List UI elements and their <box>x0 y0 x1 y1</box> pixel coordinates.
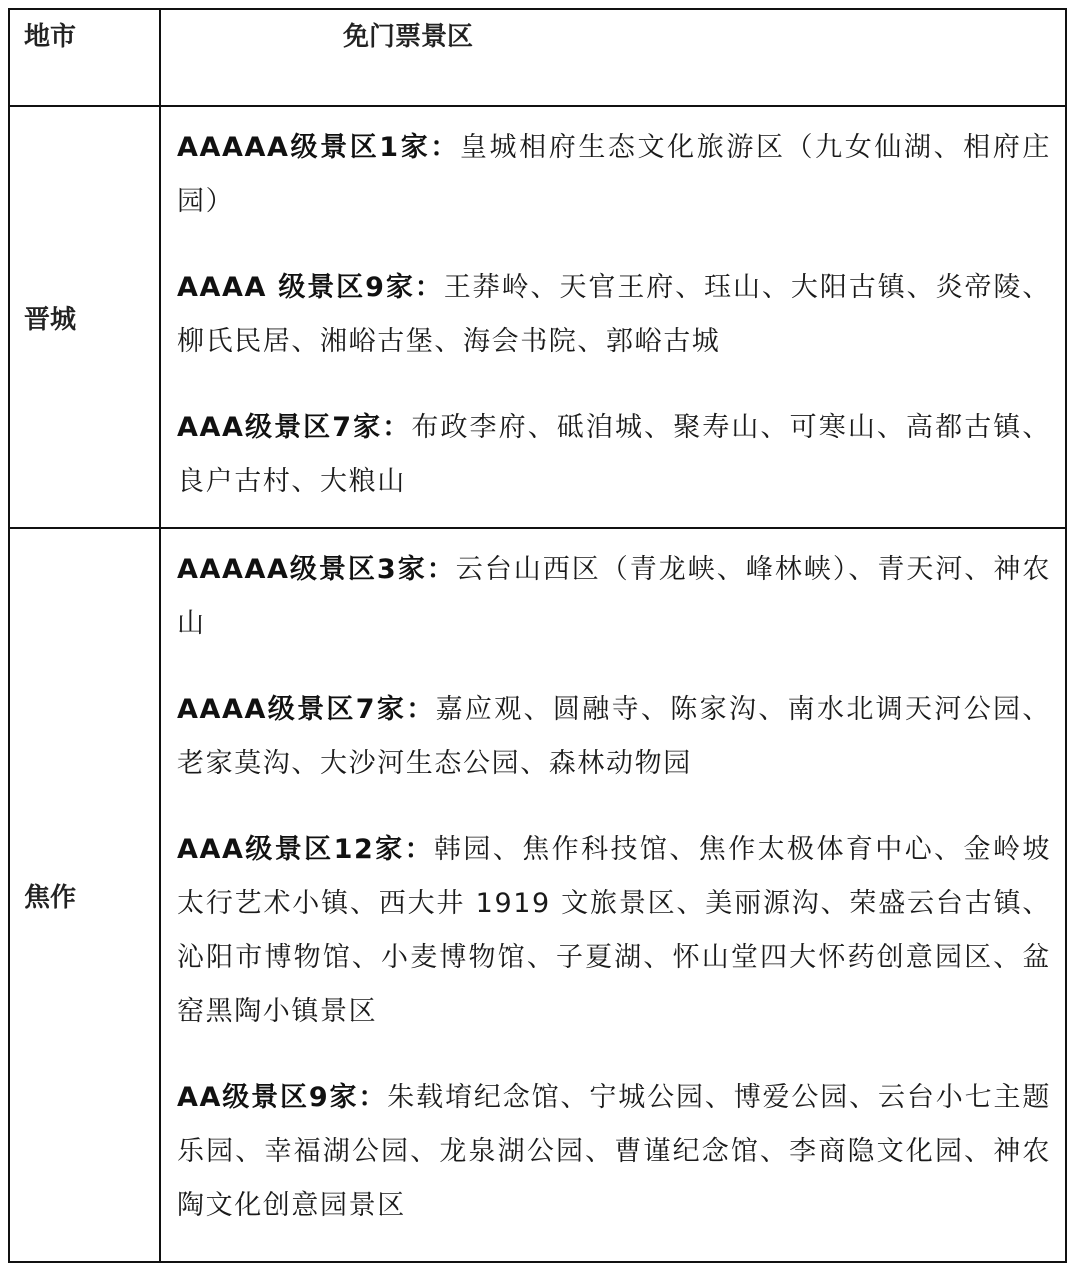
grade-label: AAA级景区12家： <box>177 834 434 865</box>
grade-spot-list: 王莽岭、天官王府、珏山、大阳古镇、炎帝陵、柳氏民居、湘峪古堡、海会书院、郭峪古城 <box>177 272 1051 357</box>
grade-entry-2a <box>177 1071 1051 1233</box>
grade-spot-list: 朱载堉纪念馆、宁城公园、博爱公园、云台小七主题乐园、幸福湖公园、龙泉湖公园、曹谨纪念馆、李商隐文化园、神农陶文化创意园景区 <box>177 1082 1051 1221</box>
grade-label: AAAAA级景区3家： <box>177 554 456 585</box>
grade-entry-3a <box>177 401 1051 509</box>
city-cell: 晋城 <box>9 106 160 528</box>
table-header-row <box>9 9 1066 106</box>
free-admission-scenic-table <box>8 8 1067 1263</box>
grade-spot-list: 布政李府、砥洎城、聚寿山、可寒山、高都古镇、良户古村、大粮山 <box>177 412 1051 497</box>
grade-spot-list: 韩园、焦作科技馆、焦作太极体育中心、金岭坡太行艺术小镇、西大井 1919 文旅景区、美丽源沟、荣盛云台古镇、沁阳市博物馆、小麦博物馆、子夏湖、怀山堂四大怀药创意园区、盆窑黑陶小镇景区 <box>177 834 1051 1027</box>
grade-label: AAAA级景区7家： <box>177 694 436 725</box>
grade-entry-5a <box>177 543 1051 651</box>
grade-label: AAAA 级景区9家： <box>177 272 444 303</box>
grade-entry-4a <box>177 261 1051 369</box>
grade-entry-5a <box>177 121 1051 229</box>
grade-spot-list: 皇城相府生态文化旅游区（九女仙湖、相府庄园） <box>177 132 1051 217</box>
grade-entry-4a <box>177 683 1051 791</box>
grade-spot-list: 云台山西区（青龙峡、峰林峡）、青天河、神农山 <box>177 554 1051 639</box>
grade-entry-3a <box>177 823 1051 1039</box>
table-row-jincheng <box>9 106 1066 528</box>
header-city: 地市 <box>9 9 160 106</box>
spots-cell <box>160 528 1066 1262</box>
city-cell: 焦作 <box>9 528 160 1262</box>
grade-label: AAA级景区7家： <box>177 412 412 443</box>
table-row-jiaozuo <box>9 528 1066 1262</box>
spots-cell <box>160 106 1066 528</box>
header-free-scenic-spots: 免门票景区 <box>160 9 1066 106</box>
grade-spot-list: 嘉应观、圆融寺、陈家沟、南水北调天河公园、老家莫沟、大沙河生态公园、森林动物园 <box>177 694 1051 779</box>
grade-label: AA级景区9家： <box>177 1082 388 1113</box>
grade-label: AAAAA级景区1家： <box>177 132 460 163</box>
